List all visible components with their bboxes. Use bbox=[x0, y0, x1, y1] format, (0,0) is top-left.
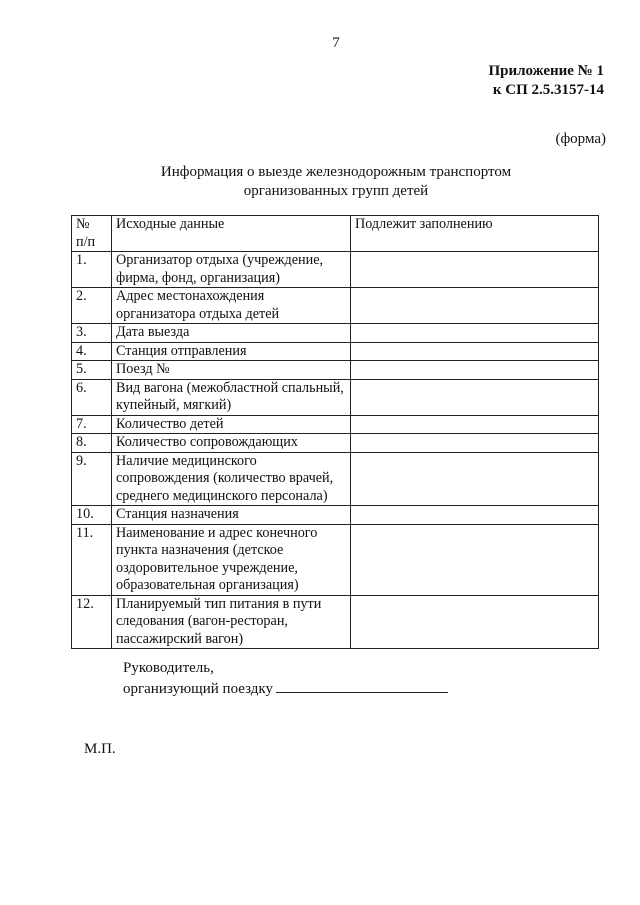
table-row bbox=[72, 434, 599, 453]
signature-line-1: Руководитель, bbox=[123, 660, 214, 676]
table-row bbox=[72, 324, 599, 343]
appendix-line-1: Приложение № 1 bbox=[488, 63, 604, 79]
row-fill-cell[interactable] bbox=[351, 379, 599, 415]
row-fill-cell[interactable] bbox=[351, 524, 599, 595]
table-row bbox=[72, 506, 599, 525]
table-header-row bbox=[72, 216, 599, 252]
signature-line-2-row bbox=[123, 678, 448, 699]
row-number: 12. bbox=[72, 595, 112, 649]
header-number-line-2: п/п bbox=[76, 233, 96, 250]
row-number: 11. bbox=[72, 524, 112, 595]
row-number: 2. bbox=[72, 288, 112, 324]
row-fill-cell[interactable] bbox=[351, 595, 599, 649]
row-source-text: Наличие медицинского сопровождения (количество врачей, среднего медицинского персонала) bbox=[112, 452, 351, 506]
info-table bbox=[71, 215, 599, 649]
signature-line-2: организующий поездку bbox=[123, 681, 273, 697]
table-row bbox=[72, 595, 599, 649]
row-fill-cell[interactable] bbox=[351, 252, 599, 288]
table-row bbox=[72, 415, 599, 434]
row-source-text: Организатор отдыха (учреждение, фирма, фонд, организация) bbox=[112, 252, 351, 288]
row-number: 5. bbox=[72, 361, 112, 380]
header-number-line-1: № bbox=[76, 216, 90, 232]
row-source-text: Наименование и адрес конечного пункта назначения (детское оздоровительное учреждение, образовательная организация) bbox=[112, 524, 351, 595]
signature-blank-line[interactable] bbox=[276, 678, 448, 693]
appendix-line-2: к СП 2.5.3157-14 bbox=[492, 82, 604, 98]
row-source-text: Планируемый тип питания в пути следования (вагон-ресторан, пассажирский вагон) bbox=[112, 595, 351, 649]
row-fill-cell[interactable] bbox=[351, 288, 599, 324]
row-number: 6. bbox=[72, 379, 112, 415]
row-source-text: Количество детей bbox=[112, 415, 351, 434]
form-label: (форма) bbox=[555, 131, 606, 147]
signature-block bbox=[123, 659, 448, 699]
table-row bbox=[72, 342, 599, 361]
row-number: 1. bbox=[72, 252, 112, 288]
row-fill-cell[interactable] bbox=[351, 434, 599, 453]
title-line-2: организованных групп детей bbox=[243, 183, 429, 199]
row-number: 4. bbox=[72, 342, 112, 361]
row-fill-cell[interactable] bbox=[351, 324, 599, 343]
header-source-data: Исходные данные bbox=[112, 216, 351, 252]
table-row bbox=[72, 452, 599, 506]
row-fill-cell[interactable] bbox=[351, 361, 599, 380]
row-number: 8. bbox=[72, 434, 112, 453]
row-fill-cell[interactable] bbox=[351, 415, 599, 434]
document-title bbox=[0, 163, 640, 201]
row-source-text: Количество сопровождающих bbox=[112, 434, 351, 453]
row-source-text: Вид вагона (межобластной спальный, купейный, мягкий) bbox=[112, 379, 351, 415]
row-source-text: Станция назначения bbox=[112, 506, 351, 525]
row-source-text: Дата выезда bbox=[112, 324, 351, 343]
row-number: 3. bbox=[72, 324, 112, 343]
row-source-text: Поезд № bbox=[112, 361, 351, 380]
table-row bbox=[72, 288, 599, 324]
row-fill-cell[interactable] bbox=[351, 506, 599, 525]
table-row bbox=[72, 252, 599, 288]
title-line-1: Информация о выезде железнодорожным транспортом bbox=[160, 164, 512, 180]
row-number: 10. bbox=[72, 506, 112, 525]
table-row bbox=[72, 524, 599, 595]
row-fill-cell[interactable] bbox=[351, 452, 599, 506]
header-number bbox=[72, 216, 112, 252]
row-source-text: Станция отправления bbox=[112, 342, 351, 361]
row-fill-cell[interactable] bbox=[351, 342, 599, 361]
header-fill-in: Подлежит заполнению bbox=[351, 216, 599, 252]
row-source-text: Адрес местонахождения организатора отдыха детей bbox=[112, 288, 351, 324]
row-number: 7. bbox=[72, 415, 112, 434]
table-row bbox=[72, 379, 599, 415]
stamp-placeholder: М.П. bbox=[84, 741, 116, 757]
appendix-header bbox=[488, 62, 604, 100]
table-row bbox=[72, 361, 599, 380]
row-number: 9. bbox=[72, 452, 112, 506]
page-number: 7 bbox=[332, 35, 340, 51]
